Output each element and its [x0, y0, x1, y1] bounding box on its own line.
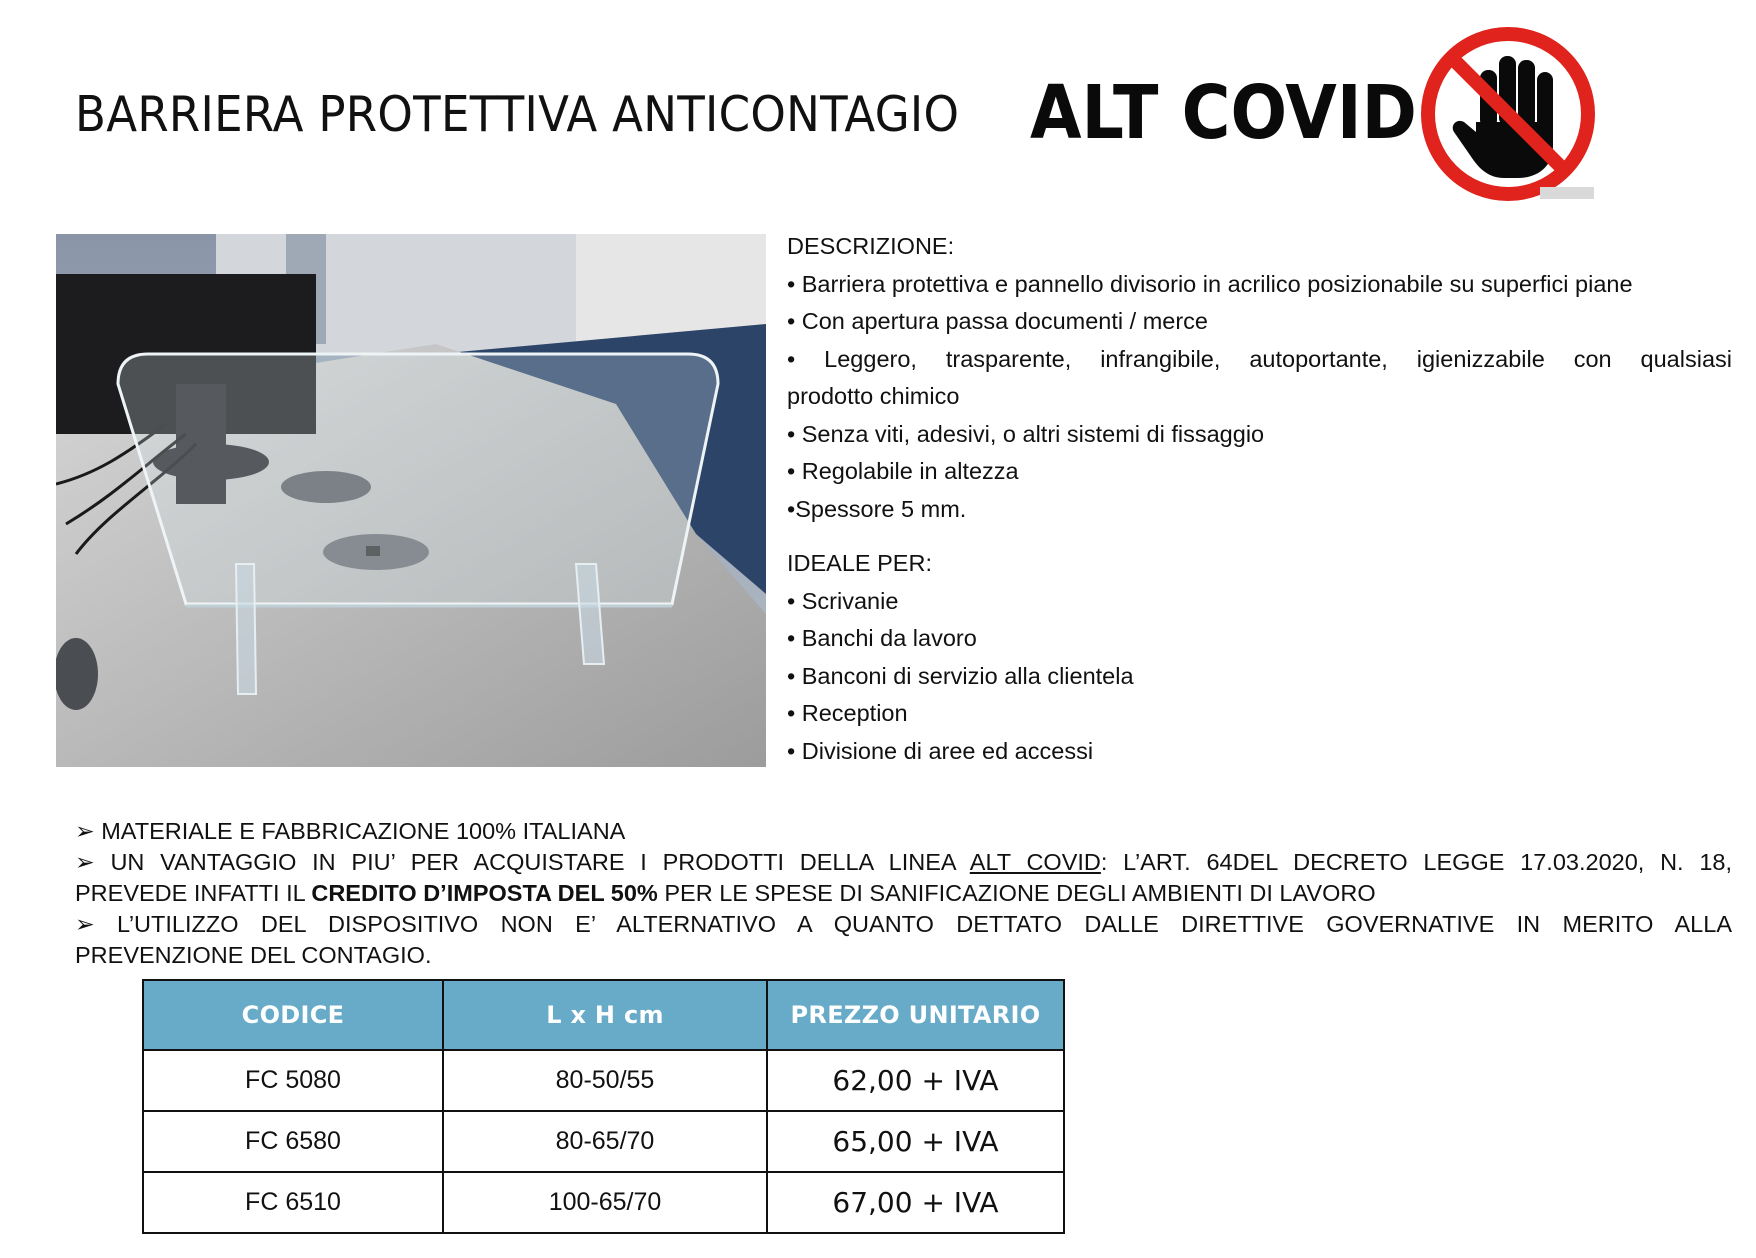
cell-price: 67,00 + IVA	[767, 1172, 1064, 1233]
cell-size: 80-50/55	[443, 1050, 767, 1111]
alt-covid-link[interactable]: ALT COVID	[969, 849, 1101, 875]
description-item: • Barriera protettiva e pannello divisorio in acrilico posizionabile su superfici piane	[787, 270, 1633, 297]
note-made-in-italy: ➢ MATERIALE E FABBRICAZIONE 100% ITALIANA	[75, 818, 626, 844]
note-tax-credit	[75, 847, 1732, 878]
table-row	[143, 1050, 1064, 1111]
product-photo	[56, 234, 766, 767]
ideal-heading: IDEALE PER:	[787, 550, 932, 576]
price-table	[142, 979, 1065, 1234]
description-item: • Leggero, trasparente, infrangibile, autoportante, igienizzabile con qualsiasi	[787, 345, 1732, 372]
ideal-item: • Banchi da lavoro	[787, 625, 977, 651]
table-header-row	[143, 980, 1064, 1050]
icon-watermark	[1540, 187, 1594, 199]
description-item: • Senza viti, adesivi, o altri sistemi di fissaggio	[787, 420, 1265, 447]
description-item: •Spessore 5 mm.	[787, 495, 967, 522]
tax-credit-highlight: CREDITO D’IMPOSTA DEL 50%	[311, 880, 658, 906]
table-row	[143, 1111, 1064, 1172]
note-text: PREVEDE INFATTI IL	[75, 880, 312, 906]
ideal-item: • Reception	[787, 700, 908, 726]
table-row	[143, 1172, 1064, 1233]
cell-code: FC 6510	[143, 1172, 443, 1233]
cell-code: FC 5080	[143, 1050, 443, 1111]
brand-title: ALT COVID	[1030, 70, 1417, 156]
note-disclaimer: ➢ L’UTILIZZO DEL DISPOSITIVO NON E’ ALTERNATIVO A QUANTO DETTATO DALLE DIRETTIVE GOVERNATIVE IN MERITO ALLA	[75, 911, 1732, 937]
cell-size: 80-65/70	[443, 1111, 767, 1172]
stop-hand-icon	[1420, 26, 1596, 202]
ideal-for-section	[787, 545, 1732, 770]
note-tax-credit-continued	[75, 878, 1732, 909]
page-title: BARRIERA PROTETTIVA ANTICONTAGIO	[75, 86, 960, 143]
note-disclaimer-continued: PREVENZIONE DEL CONTAGIO.	[75, 942, 432, 968]
header-size: L x H cm	[443, 980, 767, 1050]
header-code: CODICE	[143, 980, 443, 1050]
ideal-item: • Scrivanie	[787, 587, 899, 614]
note-text: PER LE SPESE DI SANIFICAZIONE DEGLI AMBIENTI DI LAVORO	[657, 880, 1376, 906]
ideal-item: • Banconi di servizio alla clientela	[787, 662, 1134, 689]
cell-size: 100-65/70	[443, 1172, 767, 1233]
cell-price: 65,00 + IVA	[767, 1111, 1064, 1172]
note-text: : L’ART. 64DEL DECRETO LEGGE 17.03.2020, N. 18,	[1100, 849, 1732, 875]
description-item: • Con apertura passa documenti / merce	[787, 308, 1208, 334]
header-price: PREZZO UNITARIO	[767, 980, 1064, 1050]
description-item-continued: prodotto chimico	[787, 383, 960, 409]
description-item: • Regolabile in altezza	[787, 458, 1019, 484]
ideal-item: • Divisione di aree ed accessi	[787, 737, 1094, 764]
description-section	[787, 228, 1732, 528]
cell-code: FC 6580	[143, 1111, 443, 1172]
cell-price: 62,00 + IVA	[767, 1050, 1064, 1111]
description-heading: DESCRIZIONE:	[787, 233, 955, 259]
note-text: ➢ UN VANTAGGIO IN PIU’ PER ACQUISTARE I PRODOTTI DELLA LINEA	[75, 849, 970, 875]
notes-section	[75, 816, 1732, 971]
